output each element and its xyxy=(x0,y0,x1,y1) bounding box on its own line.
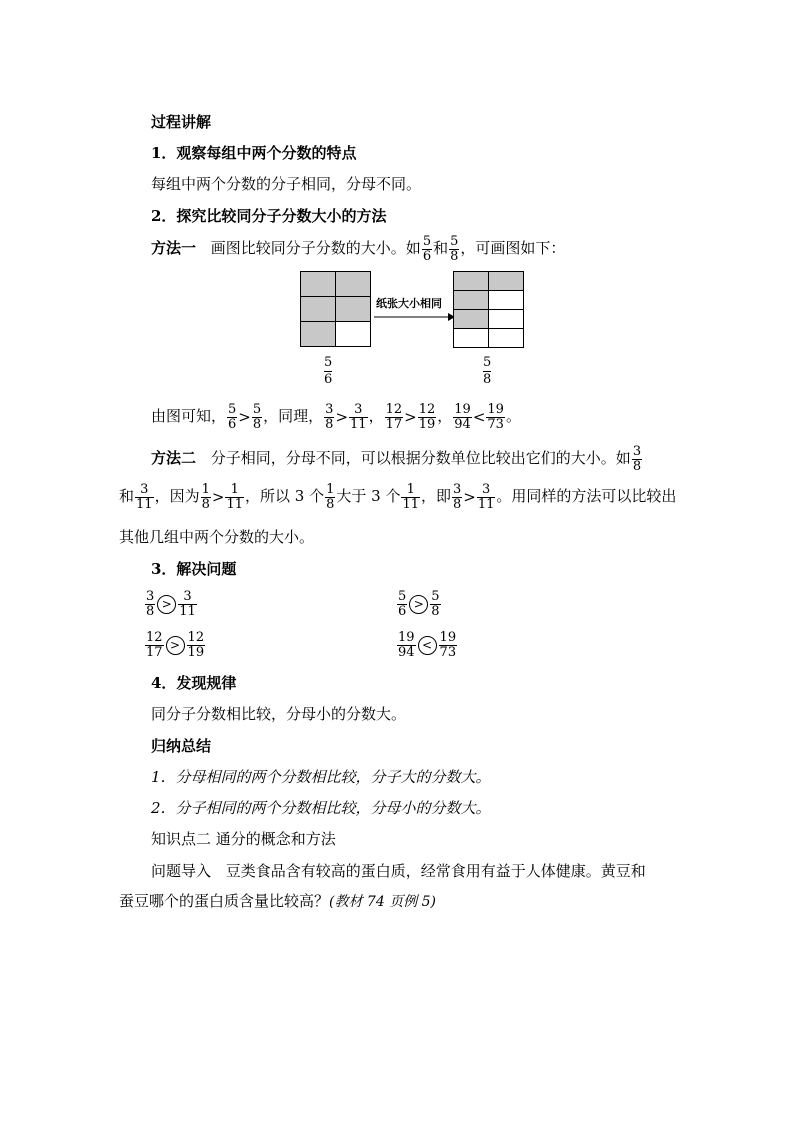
fraction: $\frac{3}{11}$ xyxy=(350,401,367,432)
intro-label: 问题导入 xyxy=(151,862,212,880)
section-4-body: 同分子分数相比较，分母小的分数大。 xyxy=(151,705,407,723)
solve-item-4 xyxy=(396,626,458,662)
section-3-title: 3．解决问题 xyxy=(151,560,237,578)
fraction: $\frac{1}{8}$ xyxy=(326,481,335,512)
fraction: $\frac{19}{73}$ xyxy=(439,629,457,660)
method-2-line-3: 其他几组中两个分数的大小。 xyxy=(119,528,315,546)
method-2-line-2: 和 $\frac{3}{11}$ ，因为 $\frac{1}{8}$ > $\frac{1}{11}$ ，所以 3 个 $\frac{1}{8}$ 大于 3 个 $\frac{1}{11}$ ，即 $\frac{3}{8}$ > $\frac{3}{11}$ 。用同样的方法可以比较出 xyxy=(119,481,677,512)
fraction: $\frac{1}{11}$ xyxy=(226,481,243,512)
fraction: $\frac{5}{8}$ xyxy=(450,233,459,264)
solve-item-1 xyxy=(144,585,198,621)
figure-conclusion: 由图可知， $\frac{5}{6}$ > $\frac{5}{8}$ ，同理， $\frac{3}{8}$ > $\frac{3}{11}$ ， $\frac{12}{17}$ > $\frac{12}{19}$ ， $\frac{19}{94}$ < $\frac{19}{73}$ 。 xyxy=(151,401,521,432)
fraction: $\frac{5}{6}$ xyxy=(228,401,237,432)
knowledge-point-2-title: 知识点二 通分的概念和方法 xyxy=(151,830,336,848)
fraction: $\frac{3}{8}$ xyxy=(453,481,462,512)
method-1-label: 方法一 xyxy=(151,239,197,257)
fraction: $\frac{1}{11}$ xyxy=(402,481,419,512)
fraction: $\frac{3}{8}$ xyxy=(632,443,642,474)
fraction: $\frac{12}{17}$ xyxy=(146,629,163,660)
method-1-text: 画图比较同分子分数的大小。如 xyxy=(210,239,421,257)
method-1-line: 方法一 画图比较同分子分数的大小。如 $\frac{5}{6}$ 和 $\frac{5}{8}$ ，可画图如下： xyxy=(151,233,566,264)
fraction: $\frac{3}{11}$ xyxy=(477,481,495,512)
fraction: $\frac{3}{11}$ xyxy=(136,481,153,512)
intro-line-2: 蚕豆哪个的蛋白质含量比较高？(教材 74 页例 5) xyxy=(119,892,437,910)
fraction: $\frac{3}{8}$ xyxy=(325,401,334,432)
solve-item-3 xyxy=(144,626,206,662)
arrow-label: 纸张大小相同 xyxy=(376,297,442,310)
left-grid-fraction: $\frac{5}{6}$ xyxy=(324,355,333,387)
compare-circle: > xyxy=(157,595,176,614)
method-2-label: 方法二 xyxy=(151,449,197,467)
solve-item-2 xyxy=(396,585,442,621)
fraction: $\frac{19}{73}$ xyxy=(487,401,504,432)
fraction: $\frac{12}{19}$ xyxy=(187,629,205,660)
fraction: $\frac{3}{8}$ xyxy=(146,588,155,619)
fraction: $\frac{1}{8}$ xyxy=(201,481,210,512)
section-2-title: 2．探究比较同分子分数大小的方法 xyxy=(151,207,387,225)
fraction: $\frac{5}{6}$ xyxy=(422,233,432,264)
fraction: $\frac{19}{94}$ xyxy=(454,401,471,432)
section-1-title: 1．观察每组中两个分数的特点 xyxy=(151,144,357,162)
section-1-body: 每组中两个分数的分子相同，分母不同。 xyxy=(151,175,422,193)
right-grid-fraction: $\frac{5}{8}$ xyxy=(483,355,492,387)
summary-item-1: 1．分母相同的两个分数相比较，分子大的分数大。 xyxy=(151,768,491,786)
heading-process: 过程讲解 xyxy=(151,113,212,131)
fraction: $\frac{5}{6}$ xyxy=(398,588,407,619)
fraction: $\frac{5}{8}$ xyxy=(431,588,440,619)
summary-title: 归纳总结 xyxy=(151,737,212,755)
textbook-reference: (教材 74 页例 5) xyxy=(329,894,437,910)
summary-item-2: 2．分子相同的两个分数相比较，分母小的分数大。 xyxy=(151,799,491,817)
fraction: $\frac{3}{11}$ xyxy=(179,588,196,619)
fraction: $\frac{12}{19}$ xyxy=(418,401,436,432)
grid-five-sixths xyxy=(300,271,371,347)
intro-line-1: 问题导入 豆类食品含有较高的蛋白质，经常食用有益于人体健康。黄豆和 xyxy=(151,862,646,880)
fraction: $\frac{5}{8}$ xyxy=(252,401,262,432)
section-4-title: 4．发现规律 xyxy=(151,674,237,692)
fraction: $\frac{19}{94}$ xyxy=(398,629,415,660)
method-2-line-1: 方法二 分子相同，分母不同，可以根据分数单位比较出它们的大小。如 $\frac{3}{8}$ xyxy=(151,443,642,474)
fraction: $\frac{12}{17}$ xyxy=(385,401,403,432)
compare-circle: < xyxy=(418,636,437,655)
grid-five-eighths xyxy=(453,271,524,348)
compare-circle: > xyxy=(166,636,185,655)
compare-circle: > xyxy=(409,595,428,614)
